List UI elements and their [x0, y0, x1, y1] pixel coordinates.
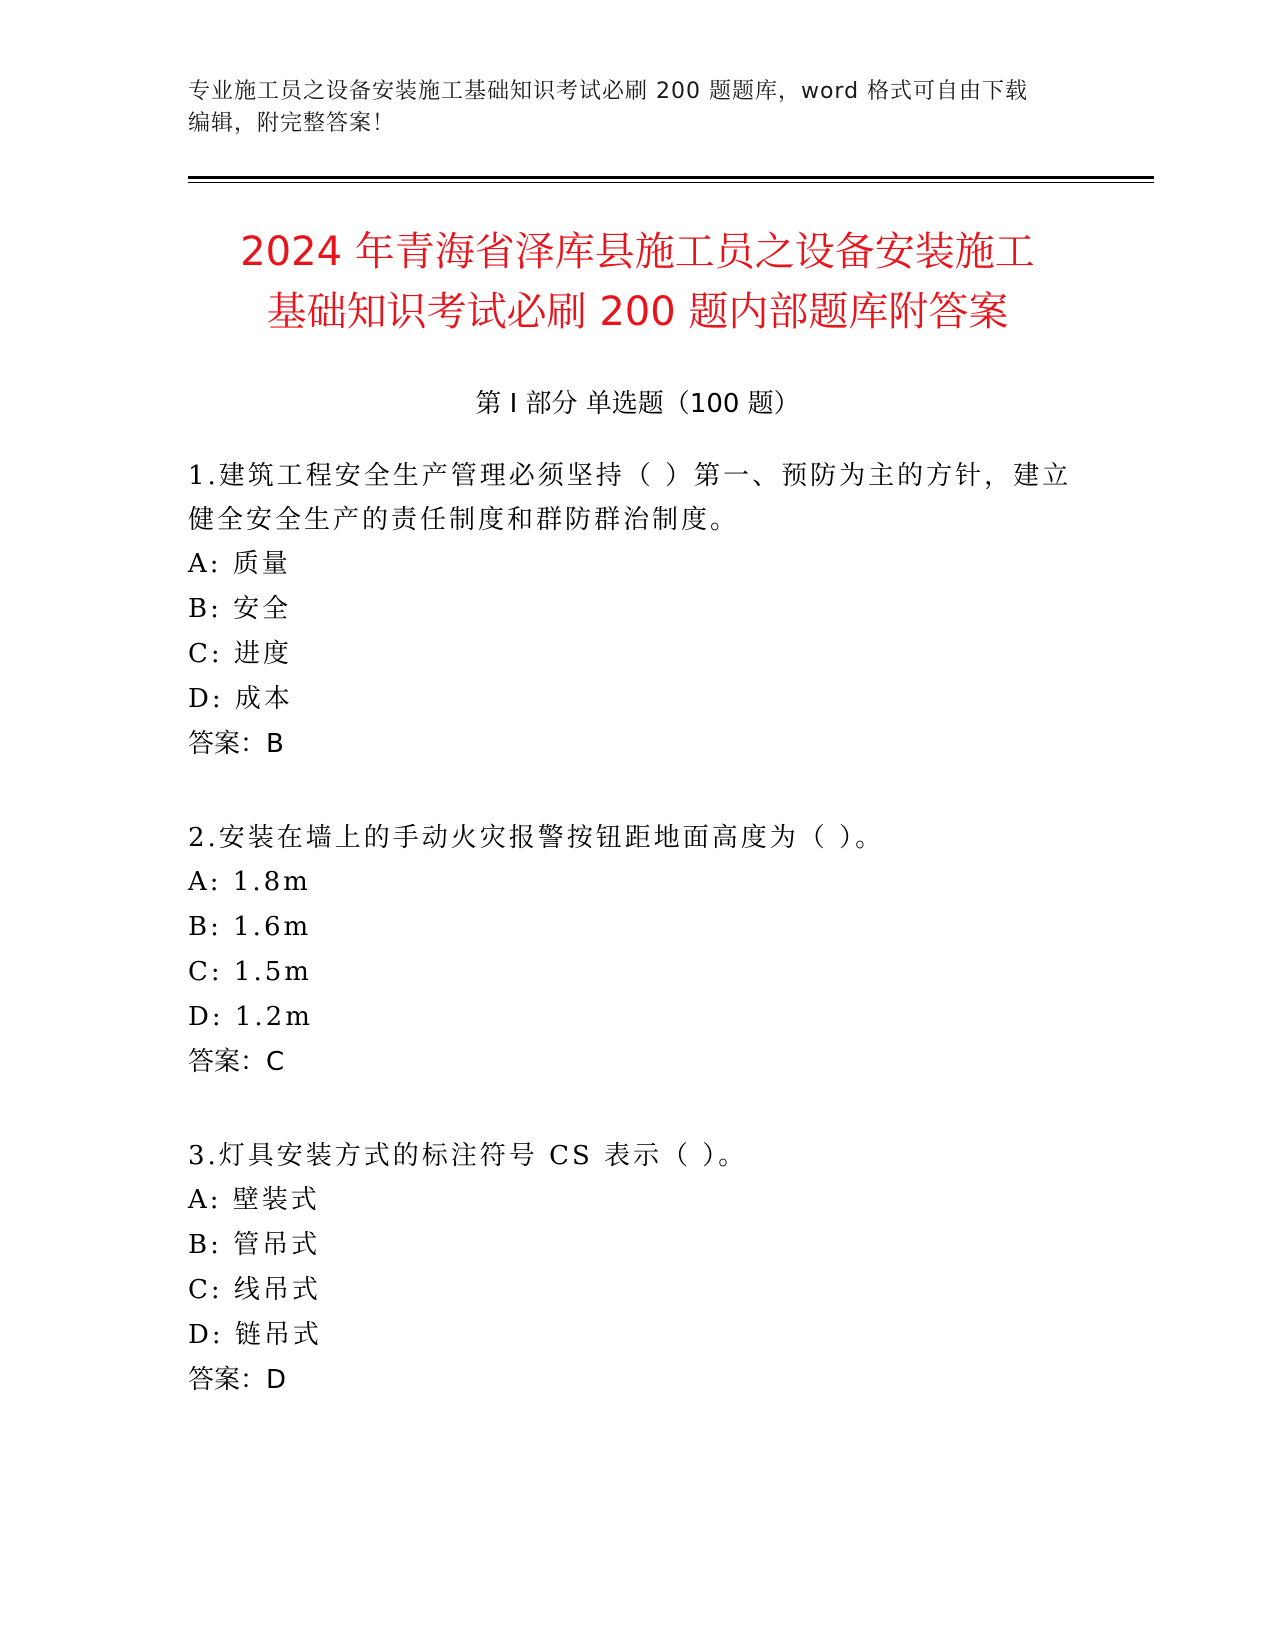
title-line-1: 2024 年青海省泽库县施工员之设备安装施工: [240, 229, 1035, 275]
answer: 答案：B: [188, 729, 284, 759]
document-header: [188, 76, 1088, 140]
option-c: C: 1.5m: [188, 957, 312, 987]
header-line-2: 编辑，附完整答案！: [188, 111, 396, 136]
header-divider-thin: [188, 182, 1154, 183]
question-stem-line: 健全安全生产的责任制度和群防群治制度。: [188, 505, 740, 535]
option-a: A: 壁装式: [188, 1185, 320, 1215]
option-c: C: 线吊式: [188, 1275, 321, 1305]
option-d: D: 成本: [188, 684, 293, 714]
section-title: 第 I 部分 单选题（100 题）: [475, 389, 800, 419]
option-b: B: 1.6m: [188, 912, 312, 942]
document-title: [140, 222, 1135, 342]
option-c: C: 进度: [188, 639, 292, 669]
question-stem-line: 1.建筑工程安全生产管理必须坚持（ ）第一、预防为主的方针，建立: [188, 461, 1072, 491]
question-2: [188, 816, 1088, 1085]
question-1: [188, 454, 1088, 767]
answer: 答案：D: [188, 1365, 287, 1395]
option-d: D: 1.2m: [188, 1002, 313, 1032]
header-divider-thick: [188, 176, 1154, 179]
option-b: B: 管吊式: [188, 1230, 321, 1260]
option-a: A: 质量: [188, 549, 291, 579]
answer: 答案：C: [188, 1047, 285, 1077]
question-3: [188, 1134, 1088, 1403]
question-stem-line: 3.灯具安装方式的标注符号 CS 表示（ ）。: [188, 1141, 748, 1171]
title-line-2: 基础知识考试必刷 200 题内部题库附答案: [266, 289, 1009, 335]
question-stem-line: 2.安装在墙上的手动火灾报警按钮距地面高度为（ ）。: [188, 823, 885, 853]
header-line-1: 专业施工员之设备安装施工基础知识考试必刷 200 题题库，word 格式可自由下载: [188, 79, 1029, 104]
option-d: D: 链吊式: [188, 1320, 322, 1350]
option-b: B: 安全: [188, 594, 292, 624]
option-a: A: 1.8m: [188, 867, 311, 897]
